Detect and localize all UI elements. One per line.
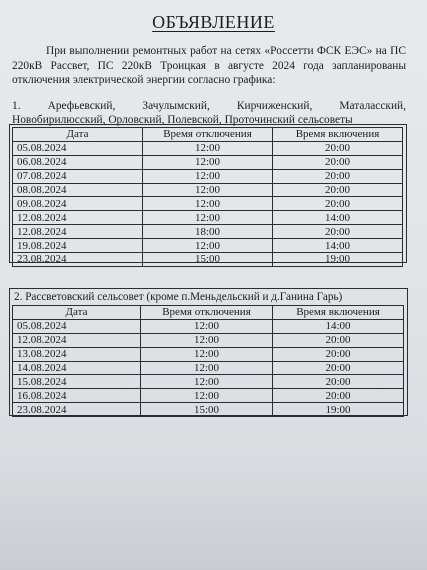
cell-date: 15.08.2024 [13, 375, 141, 389]
intro-paragraph: При выполнении ремонтных работ на сетях «Россетти ФСК ЕЭС» на ПС 220кВ Рассвет, ПС 220кВ Троицкая в августе 2024 года запланированы отключения электрической энергии согласно графика: [12, 45, 406, 86]
cell-off-time: 15:00 [141, 403, 273, 417]
cell-off-time: 12:00 [141, 361, 273, 375]
table-row [13, 197, 403, 211]
table-row [13, 403, 404, 417]
cell-date: 12.08.2024 [13, 211, 143, 225]
header-date: Дата [13, 306, 141, 320]
cell-off-time: 12:00 [143, 141, 273, 155]
cell-on-time: 20:00 [273, 333, 404, 347]
cell-on-time: 20:00 [273, 375, 404, 389]
cell-off-time: 12:00 [143, 197, 273, 211]
cell-on-time: 19:00 [273, 253, 403, 267]
cell-date: 12.08.2024 [13, 225, 143, 239]
cell-on-time: 20:00 [273, 389, 404, 403]
cell-date: 05.08.2024 [13, 319, 141, 333]
table-row [13, 319, 404, 333]
table-header-row [13, 128, 403, 142]
outage-table-1 [12, 127, 403, 267]
cell-on-time: 14:00 [273, 319, 404, 333]
table-row [13, 211, 403, 225]
cell-date: 16.08.2024 [13, 389, 141, 403]
cell-off-time: 12:00 [141, 347, 273, 361]
header-on-time: Время включения [273, 128, 403, 142]
cell-date: 19.08.2024 [13, 239, 143, 253]
cell-on-time: 20:00 [273, 197, 403, 211]
cell-off-time: 12:00 [143, 239, 273, 253]
cell-date: 06.08.2024 [13, 155, 143, 169]
cell-date: 23.08.2024 [13, 253, 143, 267]
table-row [13, 361, 404, 375]
section-1-line-1: 1. Арефьевский, Зачулымский, Кирчиженский, Маталасский, [12, 100, 406, 112]
cell-date: 05.08.2024 [13, 141, 143, 155]
table-row [13, 389, 404, 403]
cell-off-time: 12:00 [141, 319, 273, 333]
cell-on-time: 14:00 [273, 239, 403, 253]
cell-date: 12.08.2024 [13, 333, 141, 347]
cell-off-time: 12:00 [143, 155, 273, 169]
header-off-time: Время отключения [141, 306, 273, 320]
table-header-row [13, 306, 404, 320]
table-row [13, 253, 403, 267]
table-row [13, 333, 404, 347]
cell-off-time: 12:00 [143, 169, 273, 183]
cell-off-time: 12:00 [143, 183, 273, 197]
cell-date: 09.08.2024 [13, 197, 143, 211]
table-row [13, 225, 403, 239]
cell-on-time: 20:00 [273, 169, 403, 183]
table-row [13, 155, 403, 169]
section-1-heading [12, 99, 406, 127]
table-row [13, 347, 404, 361]
cell-on-time: 20:00 [273, 183, 403, 197]
table-row [13, 183, 403, 197]
cell-on-time: 20:00 [273, 141, 403, 155]
cell-off-time: 12:00 [143, 211, 273, 225]
cell-date: 13.08.2024 [13, 347, 141, 361]
cell-off-time: 12:00 [141, 333, 273, 347]
cell-on-time: 14:00 [273, 211, 403, 225]
cell-date: 08.08.2024 [13, 183, 143, 197]
cell-off-time: 15:00 [143, 253, 273, 267]
table-row [13, 375, 404, 389]
header-date: Дата [13, 128, 143, 142]
cell-date: 14.08.2024 [13, 361, 141, 375]
cell-on-time: 19:00 [273, 403, 404, 417]
cell-on-time: 20:00 [273, 155, 403, 169]
header-on-time: Время включения [273, 306, 404, 320]
cell-on-time: 20:00 [273, 361, 404, 375]
cell-off-time: 18:00 [143, 225, 273, 239]
header-off-time: Время отключения [143, 128, 273, 142]
section-2-heading: 2. Рассветовский сельсовет (кроме п.Меньдельский и д.Ганина Гарь) [14, 291, 343, 303]
page-title: ОБЪЯВЛЕНИЕ [152, 12, 275, 32]
cell-date: 23.08.2024 [13, 403, 141, 417]
outage-table-2 [12, 305, 404, 417]
table-row [13, 141, 403, 155]
section-1-line-2: Новобирилюсский, Орловский, Полевской, Проточинский сельсоветы [12, 114, 353, 126]
cell-off-time: 12:00 [141, 389, 273, 403]
table-row [13, 239, 403, 253]
table-row [13, 169, 403, 183]
cell-on-time: 20:00 [273, 347, 404, 361]
cell-date: 07.08.2024 [13, 169, 143, 183]
cell-on-time: 20:00 [273, 225, 403, 239]
cell-off-time: 12:00 [141, 375, 273, 389]
